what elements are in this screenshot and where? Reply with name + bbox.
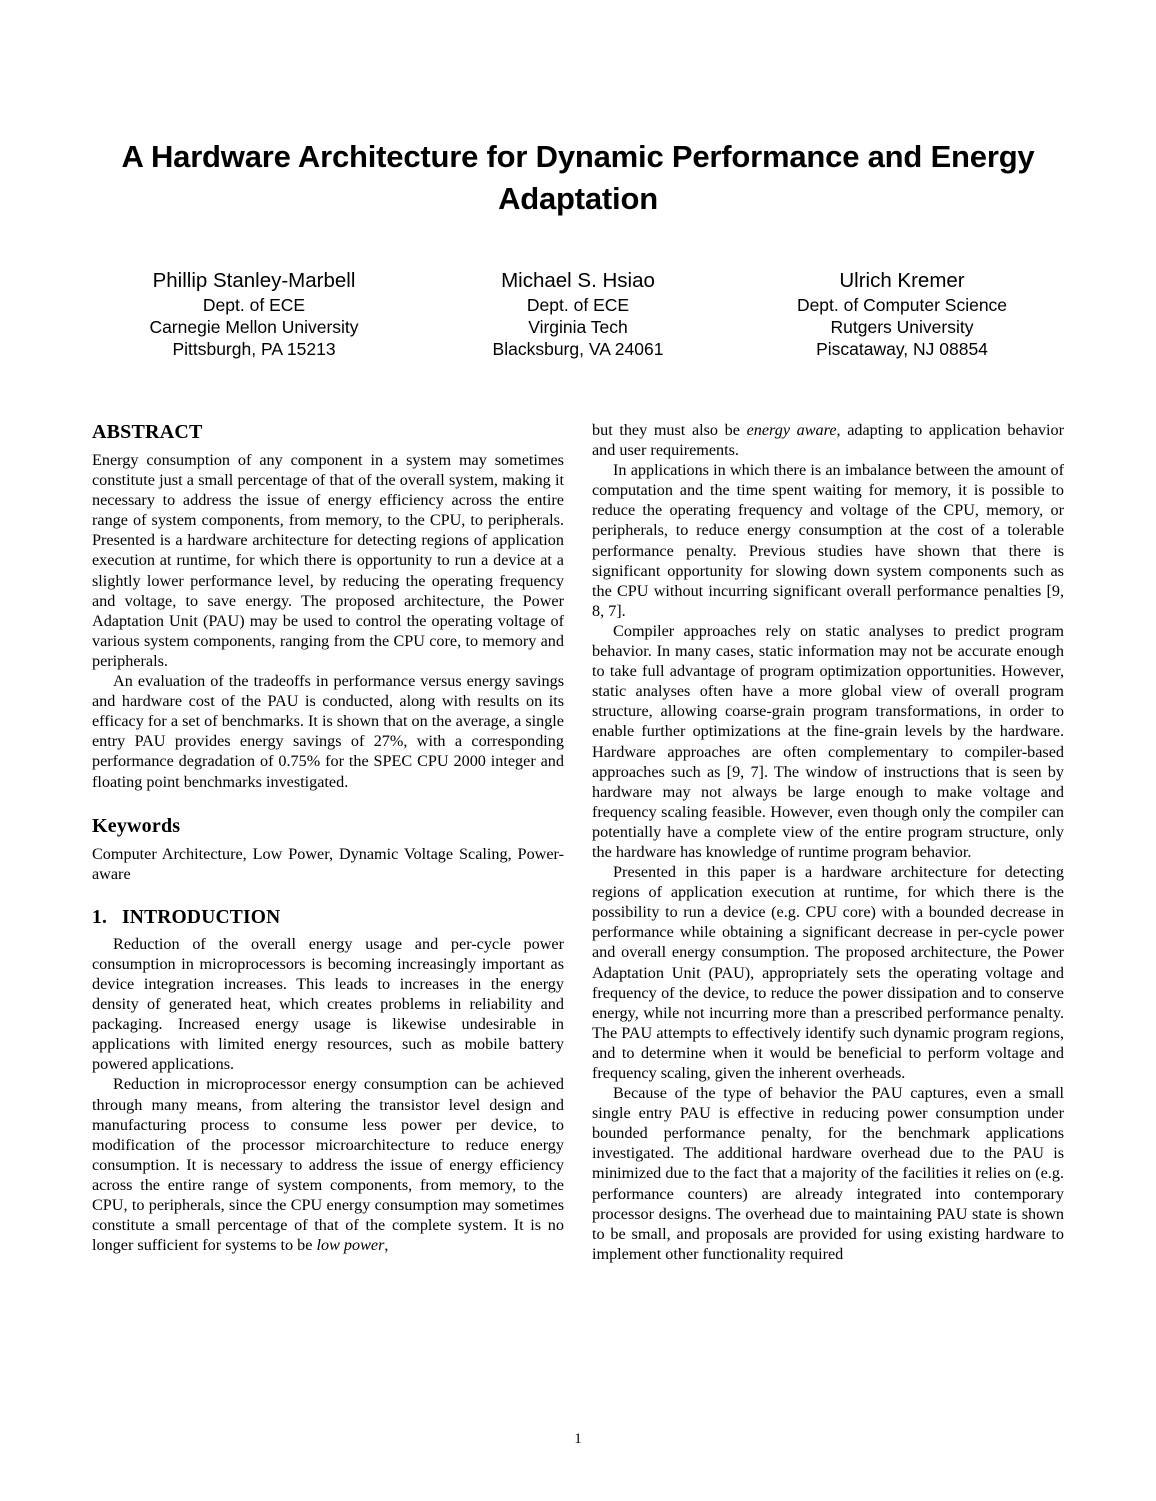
section-number: 1.	[92, 906, 108, 928]
continuation-lead: but they must also be	[592, 421, 747, 439]
body-columns	[92, 420, 1064, 1390]
title-block	[92, 136, 1064, 220]
right-paragraph-1: In applications in which there is an imbalance between the amount of computation and the time spent waiting for memory, it is possible to reduce the operating frequency and voltage of the CPU, memory, or peripherals, to reduce energy consumption at the cost of a tolerable performance penalty. Previous studies have shown that there is significant opportunity for slowing down system components such as the CPU without incurring significant overall performance penalties [9, 8, 7].	[592, 461, 1064, 620]
author-institution: Rutgers University	[830, 317, 974, 337]
author-institution: Carnegie Mellon University	[149, 317, 359, 337]
author-institution: Virginia Tech	[528, 317, 628, 337]
page-number: 1	[574, 1431, 582, 1447]
author-location: Pittsburgh, PA 15213	[172, 339, 336, 359]
emphasis-energy-aware: energy aware	[746, 421, 837, 439]
author-block-2	[416, 268, 740, 360]
continuation-tail: , adapting to application behavior and user requirements.	[592, 421, 1065, 460]
introduction-paragraph-1: Reduction of the overall energy usage and per-cycle power consumption in microprocessors is becoming increasingly important as device integration increases. This leads to increases in the energy density of generated heat, which creates problems in reliability and packaging. Increased energy usage is likewise undesirable in applications with limited energy resources, such as mobile battery powered applications.	[92, 934, 564, 1074]
introduction-paragraph-2	[92, 1074, 564, 1255]
keywords-heading: Keywords	[92, 814, 181, 837]
author-block-1	[92, 268, 416, 360]
paragraph-lead: Reduction in microprocessor energy consumption can be achieved through many means, from altering the transistor level design and manufacturing process to consume less power per device, to modification of the processor microarchitecture to reduce energy consumption. It is necessary to address the issue of energy efficiency across the entire range of system components, from memory, to the CPU, to peripherals, since the CPU energy consumption may sometimes constitute a small percentage of that of the complete system. It is no longer sufficient for systems to be	[92, 1075, 564, 1255]
author-name: Ulrich Kremer	[839, 269, 965, 292]
author-location: Blacksburg, VA 24061	[492, 339, 664, 359]
author-department: Dept. of ECE	[202, 295, 306, 315]
abstract-heading: ABSTRACT	[92, 421, 203, 443]
right-paragraph-3: Presented in this paper is a hardware architecture for detecting regions of application execution at runtime, for which there is the possibility to run a device (e.g. CPU core) with a bounded decrease in performance while obtaining a significant decrease in per-cycle power and overall energy consumption. The proposed architecture, the Power Adaptation Unit (PAU), appropriately sets the operating voltage and frequency of the device, to reduce the power dissipation and to conserve energy, while not incurring more than a prescribed performance penalty. The PAU attempts to effectively identify such dynamic program regions, and to determine when it would be beneficial to perform voltage and frequency scaling, given the inherent overheads.	[592, 863, 1064, 1082]
introduction-heading	[92, 906, 564, 930]
abstract-paragraph-2: An evaluation of the tradeoffs in performance versus energy savings and hardware cost of the PAU is conducted, along with results on its efficacy for a set of benchmarks. It is shown that on the average, a single entry PAU provides energy savings of 27%, with a corresponding performance degradation of 0.75% for the SPEC CPU 2000 integer and floating point benchmarks investigated.	[92, 672, 564, 791]
continuation-paragraph	[592, 420, 1064, 460]
emphasis-low-power: low power	[316, 1236, 385, 1255]
keywords-text: Computer Architecture, Low Power, Dynamic Voltage Scaling, Power-aware	[92, 844, 564, 883]
left-column	[92, 420, 564, 1390]
author-department: Dept. of ECE	[526, 295, 630, 315]
paragraph-tail: ,	[384, 1236, 389, 1255]
right-column	[592, 420, 1064, 1390]
author-name: Phillip Stanley-Marbell	[152, 269, 356, 292]
author-block-3	[740, 268, 1064, 360]
right-paragraph-2: Compiler approaches rely on static analyses to predict program behavior. In many cases, static information may not be accurate enough to take full advantage of program optimization opportunities. However, static analyses often have a more global view of overall program structure, allowing coarse-grain program transformations, in order to enable further optimizations at the fine-grain levels by the hardware. Hardware approaches are often complementary to compiler-based approaches such as [9, 7]. The window of instructions that is seen by hardware may not always be large enough to make voltage and frequency scaling feasible. However, even though only the compiler can potentially have a complete view of the entire program structure, only the hardware has knowledge of runtime program behavior.	[592, 621, 1064, 861]
page-title: A Hardware Architecture for Dynamic Performance and Energy Adaptation	[121, 139, 1035, 216]
right-paragraph-4: Because of the type of behavior the PAU captures, even a small single entry PAU is effective in reducing power consumption under bounded performance penalty, for the benchmark applications investigated. The additional hardware overhead due to the PAU is minimized due to the fact that a majority of the facilities it relies on (e.g. performance counters) are already integrated into contemporary processor designs. The overhead due to maintaining PAU state is shown to be small, and proposals are provided for using existing hardware to implement other functionality required	[592, 1084, 1064, 1263]
abstract-paragraph-1: Energy consumption of any component in a system may sometimes constitute just a small percentage of that of the overall system, making it necessary to address the issue of energy efficiency across the entire range of system components, from memory, to the CPU, to peripherals. Presented is a hardware architecture for detecting regions of application execution at runtime, for which there is opportunity to run a device at a slightly lower performance level, by reducing the operating frequency and voltage, to save energy. The proposed architecture, the Power Adaptation Unit (PAU) may be used to control the operating voltage of various system components, ranging from the CPU core, to memory and peripherals.	[92, 451, 564, 670]
author-location: Piscataway, NJ 08854	[816, 339, 988, 359]
section-title: INTRODUCTION	[122, 906, 281, 928]
author-department: Dept. of Computer Science	[796, 295, 1008, 315]
author-list	[92, 268, 1064, 360]
author-name: Michael S. Hsiao	[501, 269, 655, 292]
